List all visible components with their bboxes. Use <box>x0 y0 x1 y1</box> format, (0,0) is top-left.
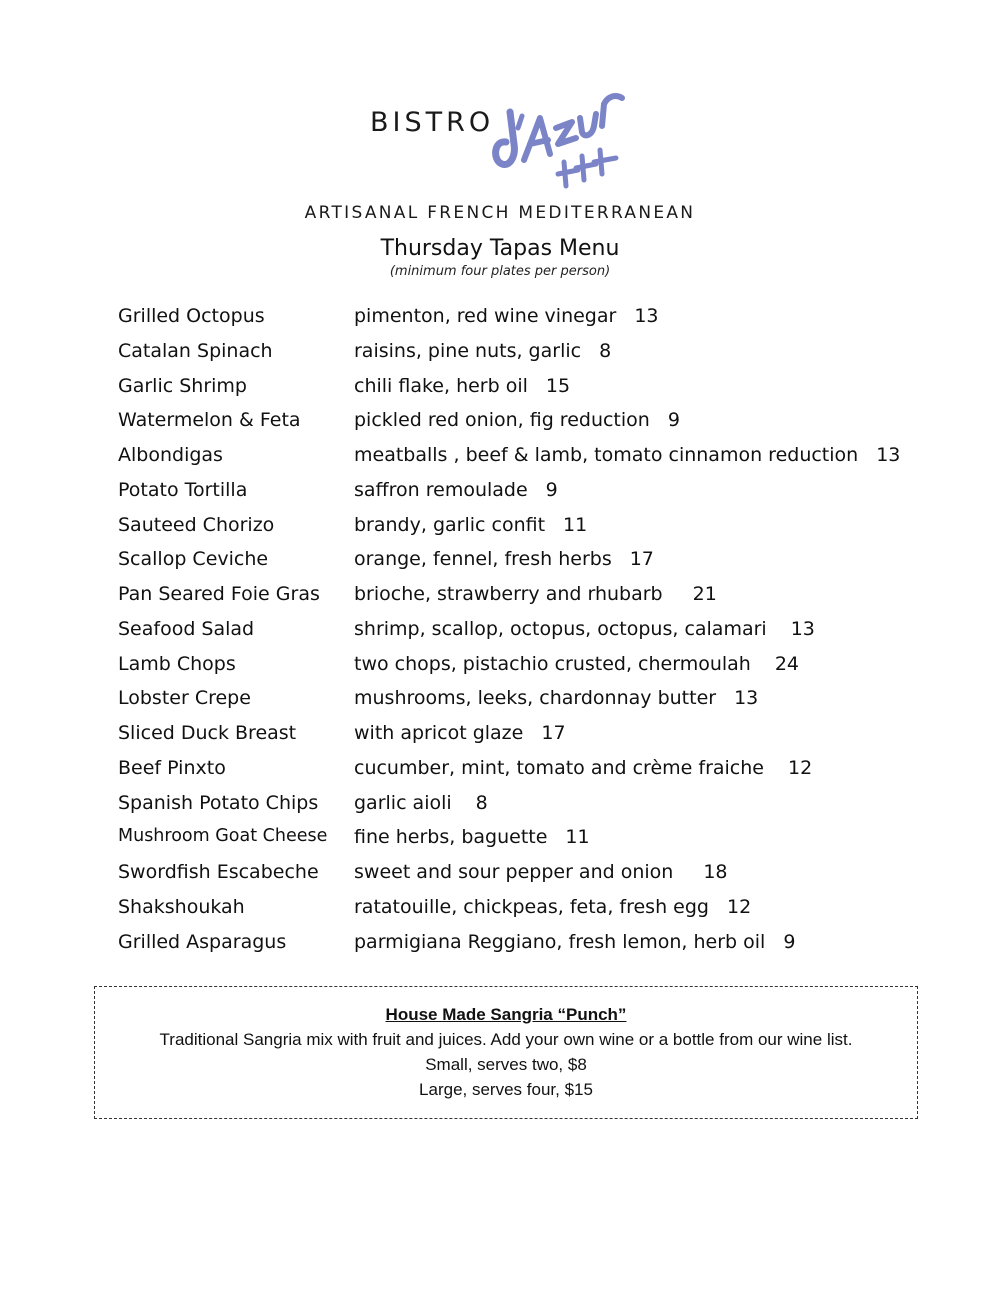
dish-description <box>354 583 717 605</box>
dish-price: 11 <box>563 513 588 536</box>
dish-name: Grilled Asparagus <box>118 930 287 953</box>
dish-description <box>354 687 758 709</box>
menu-item <box>118 931 918 966</box>
menu-item <box>118 444 918 479</box>
dish-name: Pan Seared Foie Gras <box>118 583 320 605</box>
dish-price: 13 <box>634 305 659 327</box>
dish-price: 9 <box>545 478 558 501</box>
dish-name: Beef Pinxto <box>118 756 226 779</box>
menu-item <box>118 722 918 757</box>
sangria-heading: House Made Sangria “Punch” <box>385 1005 627 1024</box>
dish-price: 13 <box>734 687 759 710</box>
dish-description-text: saffron remoulade <box>354 478 528 501</box>
dish-description <box>354 514 587 536</box>
dish-price: 9 <box>667 409 680 432</box>
dish-description <box>354 409 680 431</box>
menu-item <box>118 340 918 375</box>
tapas-menu-list <box>118 305 918 965</box>
dish-price: 15 <box>545 374 571 397</box>
dish-price: 13 <box>790 617 815 640</box>
brand-bistro-text: BISTRO <box>370 107 495 138</box>
dish-description <box>354 653 799 675</box>
dish-name: Sliced Duck Breast <box>118 722 297 744</box>
dish-description <box>354 444 900 466</box>
dish-description <box>354 792 488 814</box>
dish-description <box>354 757 812 779</box>
menu-item <box>118 305 918 340</box>
dish-name: Lobster Crepe <box>118 687 251 710</box>
dish-name: Watermelon & Feta <box>118 409 301 432</box>
dish-name: Seafood Salad <box>118 617 255 640</box>
dish-description-text: shrimp, scallop, octopus, octopus, calamari <box>354 617 767 640</box>
sangria-large-price: Large, serves four, $15 <box>419 1080 593 1099</box>
dish-description-text: garlic aioli <box>354 791 452 814</box>
dish-name: Scallop Ceviche <box>118 548 269 571</box>
menu-item <box>118 757 918 792</box>
menu-item <box>118 583 918 618</box>
dish-name: Swordfish Escabeche <box>118 861 319 883</box>
dish-description <box>354 340 611 362</box>
dish-description-text: with apricot glaze <box>354 722 524 744</box>
dish-description-text: sweet and sour pepper and onion <box>354 861 674 883</box>
dish-description-text: orange, fennel, fresh herbs <box>354 548 612 571</box>
dish-price: 21 <box>692 583 717 605</box>
menu-item <box>118 826 918 861</box>
menu-item <box>118 479 918 514</box>
dish-description-text: ratatouille, chickpeas, feta, fresh egg <box>354 895 709 918</box>
menu-item <box>118 618 918 653</box>
sangria-box <box>94 986 918 1119</box>
dish-price: 13 <box>876 444 901 466</box>
sangria-description: Traditional Sangria mix with fruit and juices. Add your own wine or a bottle from our wine list. <box>159 1030 853 1049</box>
dish-price: 17 <box>629 548 654 571</box>
dish-description <box>354 479 558 501</box>
menu-item <box>118 792 918 827</box>
page-title: Thursday Tapas Menu <box>380 236 620 261</box>
dish-description <box>354 375 570 397</box>
dish-description <box>354 548 654 570</box>
dish-price: 8 <box>475 791 488 814</box>
menu-item <box>118 375 918 410</box>
dish-description-text: parmigiana Reggiano, fresh lemon, herb oil <box>354 930 766 953</box>
menu-item <box>118 653 918 688</box>
menu-item <box>118 861 918 896</box>
dish-description <box>354 826 590 848</box>
dish-price: 8 <box>599 339 612 362</box>
dish-description <box>354 896 751 918</box>
dish-name: Sauteed Chorizo <box>118 513 275 536</box>
dish-description-text: two chops, pistachio crusted, chermoulah <box>354 652 751 675</box>
dish-name: Spanish Potato Chips <box>118 791 319 814</box>
dish-name: Garlic Shrimp <box>118 374 247 397</box>
dish-description <box>354 618 815 640</box>
menu-item <box>118 896 918 931</box>
dish-description-text: mushrooms, leeks, chardonnay butter <box>354 687 717 710</box>
dish-name: Potato Tortilla <box>118 478 248 501</box>
dish-price: 11 <box>565 826 590 849</box>
dish-price: 9 <box>783 930 796 953</box>
dish-description-text: fine herbs, baguette <box>354 826 548 849</box>
menu-item <box>118 548 918 583</box>
menu-item <box>118 409 918 444</box>
sangria-small-price: Small, serves two, $8 <box>425 1055 587 1074</box>
dish-description <box>354 305 659 327</box>
dish-name: Albondigas <box>118 444 223 466</box>
dish-price: 18 <box>703 861 728 883</box>
dish-description-text: chili flake, herb oil <box>354 374 528 397</box>
dish-description-text: pickled red onion, fig reduction <box>354 409 650 432</box>
dazur-logo <box>488 82 638 194</box>
dish-description <box>354 722 566 744</box>
menu-item <box>118 514 918 549</box>
dish-description-text: meatballs , beef & lamb, tomato cinnamon reduction <box>354 444 859 466</box>
page-subtitle: (minimum four plates per person) <box>389 264 611 279</box>
dish-price: 24 <box>774 652 800 675</box>
dazur-logo-script <box>496 96 622 186</box>
dish-description-text: cucumber, mint, tomato and crème fraiche <box>354 756 764 779</box>
dish-name: Mushroom Goat Cheese <box>118 826 328 847</box>
menu-item <box>118 687 918 722</box>
dish-description-text: brandy, garlic confit <box>354 513 546 536</box>
dish-description-text: brioche, strawberry and rhubarb <box>354 583 663 605</box>
dish-description-text: pimenton, red wine vinegar <box>354 305 617 327</box>
dish-name: Grilled Octopus <box>118 305 265 327</box>
dish-name: Catalan Spinach <box>118 339 273 362</box>
dish-description <box>354 861 728 883</box>
dish-name: Lamb Chops <box>118 652 236 675</box>
dish-description-text: raisins, pine nuts, garlic <box>354 339 582 362</box>
tagline: ARTISANAL FRENCH MEDITERRANEAN <box>304 203 696 223</box>
dish-description <box>354 931 795 953</box>
dish-price: 12 <box>787 756 813 779</box>
dish-price: 17 <box>541 722 566 744</box>
dish-price: 12 <box>726 895 752 918</box>
dish-name: Shakshoukah <box>118 895 245 918</box>
